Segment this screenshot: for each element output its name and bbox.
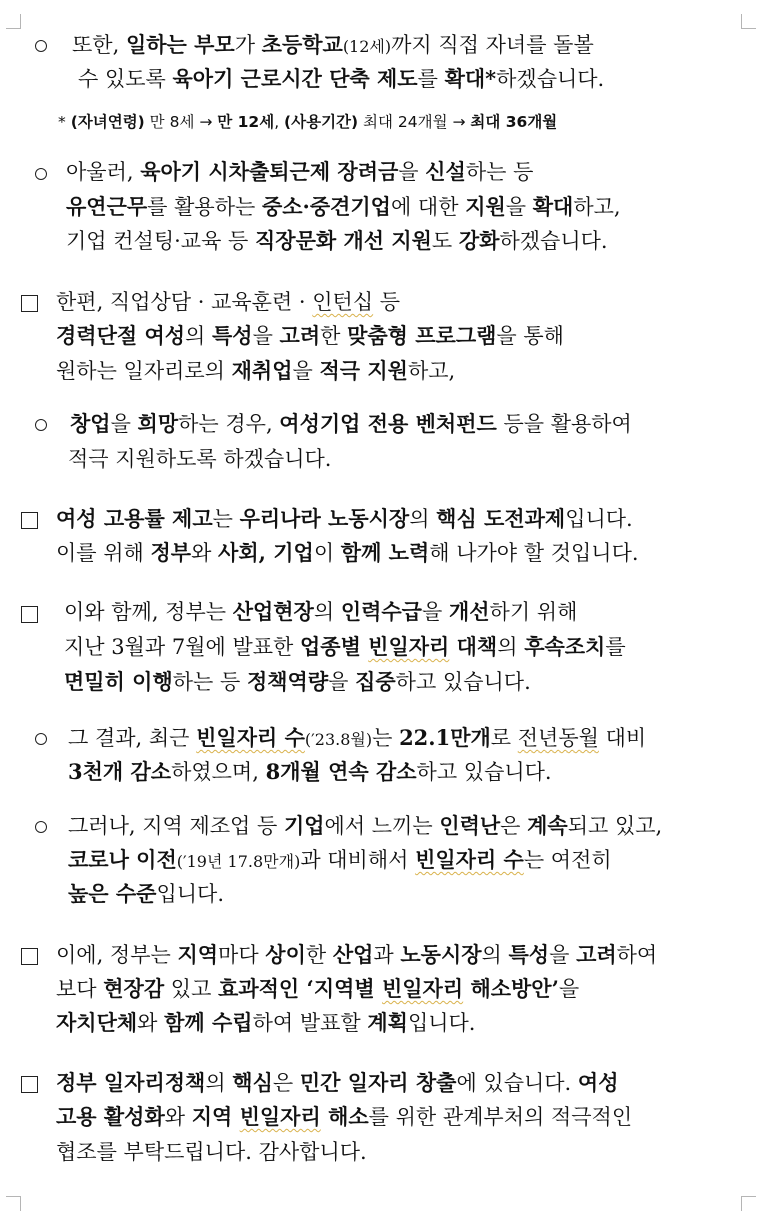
paragraph-line: 코로나 이전(′19년 17.8만개)과 대비해서 빈일자리 수는 여전히	[68, 847, 612, 872]
paragraph-line: 지난 3월과 7월에 발표한 업종별 빈일자리 대책의 후속조치를	[64, 634, 626, 659]
page-corner-mark	[741, 1196, 756, 1211]
paragraph-line: 한편, 직업상담 · 교육훈련 · 인턴십 등	[56, 290, 401, 314]
circle-bullet	[35, 733, 47, 745]
square-bullet	[21, 512, 38, 529]
paragraph-line: 이에, 정부는 지역마다 상이한 산업과 노동시장의 특성을 고려하여	[56, 942, 658, 967]
paragraph-line: 아울러, 육아기 시차출퇴근제 장려금을 신설하는 등	[66, 159, 534, 184]
paragraph-line: 또한, 일하는 부모가 초등학교(12세)까지 직접 자녀를 돌볼	[72, 32, 594, 57]
square-bullet	[21, 295, 38, 312]
square-bullet	[21, 948, 38, 965]
square-bullet	[21, 606, 38, 623]
paragraph-line: 그러나, 지역 제조업 등 기업에서 느끼는 인력난은 계속되고 있고,	[68, 813, 663, 838]
square-bullet	[21, 1076, 38, 1093]
page-corner-mark	[6, 14, 21, 29]
paragraph-line: 창업을 희망하는 경우, 여성기업 전용 벤처펀드 등을 활용하여	[70, 411, 632, 436]
paragraph-line: 적극 지원하도록 하겠습니다.	[68, 447, 332, 471]
footnote-line: * (자녀연령) 만 8세 → 만 12세, (사용기간) 최대 24개월 → 최대 36개월	[58, 113, 558, 131]
circle-bullet	[35, 821, 47, 833]
paragraph-line: 이와 함께, 정부는 산업현장의 인력수급을 개선하기 위해	[64, 599, 578, 624]
paragraph-line: 수 있도록 육아기 근로시간 단축 제도를 확대*하겠습니다.	[78, 66, 605, 91]
circle-bullet	[35, 168, 47, 180]
paragraph-line: 협조를 부탁드립니다. 감사합니다.	[56, 1140, 367, 1164]
paragraph-line: 면밀히 이행하는 등 정책역량을 집중하고 있습니다.	[64, 669, 531, 694]
paragraph-line: 정부 일자리정책의 핵심은 민간 일자리 창출에 있습니다. 여성	[56, 1070, 619, 1095]
paragraph-line: 기업 컨설팅·교육 등 직장문화 개선 지원도 강화하겠습니다.	[66, 228, 608, 253]
circle-bullet	[35, 40, 47, 52]
paragraph-line: 경력단절 여성의 특성을 고려한 맞춤형 프로그램을 통해	[56, 323, 564, 348]
paragraph-line: 고용 활성화와 지역 빈일자리 해소를 위한 관계부처의 적극적인	[56, 1104, 633, 1129]
paragraph-line: 보다 현장감 있고 효과적인 ‘지역별 빈일자리 해소방안’을	[56, 976, 580, 1001]
paragraph-line: 유연근무를 활용하는 중소·중견기업에 대한 지원을 확대하고,	[66, 194, 621, 219]
page-corner-mark	[6, 1196, 21, 1211]
paragraph-line: 높은 수준입니다.	[68, 881, 225, 906]
paragraph-line: 자치단체와 함께 수립하여 발표할 계획입니다.	[56, 1010, 476, 1035]
page-corner-mark	[741, 14, 756, 29]
circle-bullet	[35, 419, 47, 431]
paragraph-line: 이를 위해 정부와 사회, 기업이 함께 노력해 나가야 할 것입니다.	[56, 540, 639, 565]
paragraph-line: 여성 고용률 제고는 우리나라 노동시장의 핵심 도전과제입니다.	[56, 506, 633, 531]
paragraph-line: 그 결과, 최근 빈일자리 수(′23.8월)는 22.1만개로 전년동월 대비	[68, 725, 647, 750]
paragraph-line: 원하는 일자리로의 재취업을 적극 지원하고,	[56, 358, 456, 383]
paragraph-line: 3천개 감소하였으며, 8개월 연속 감소하고 있습니다.	[68, 759, 552, 784]
